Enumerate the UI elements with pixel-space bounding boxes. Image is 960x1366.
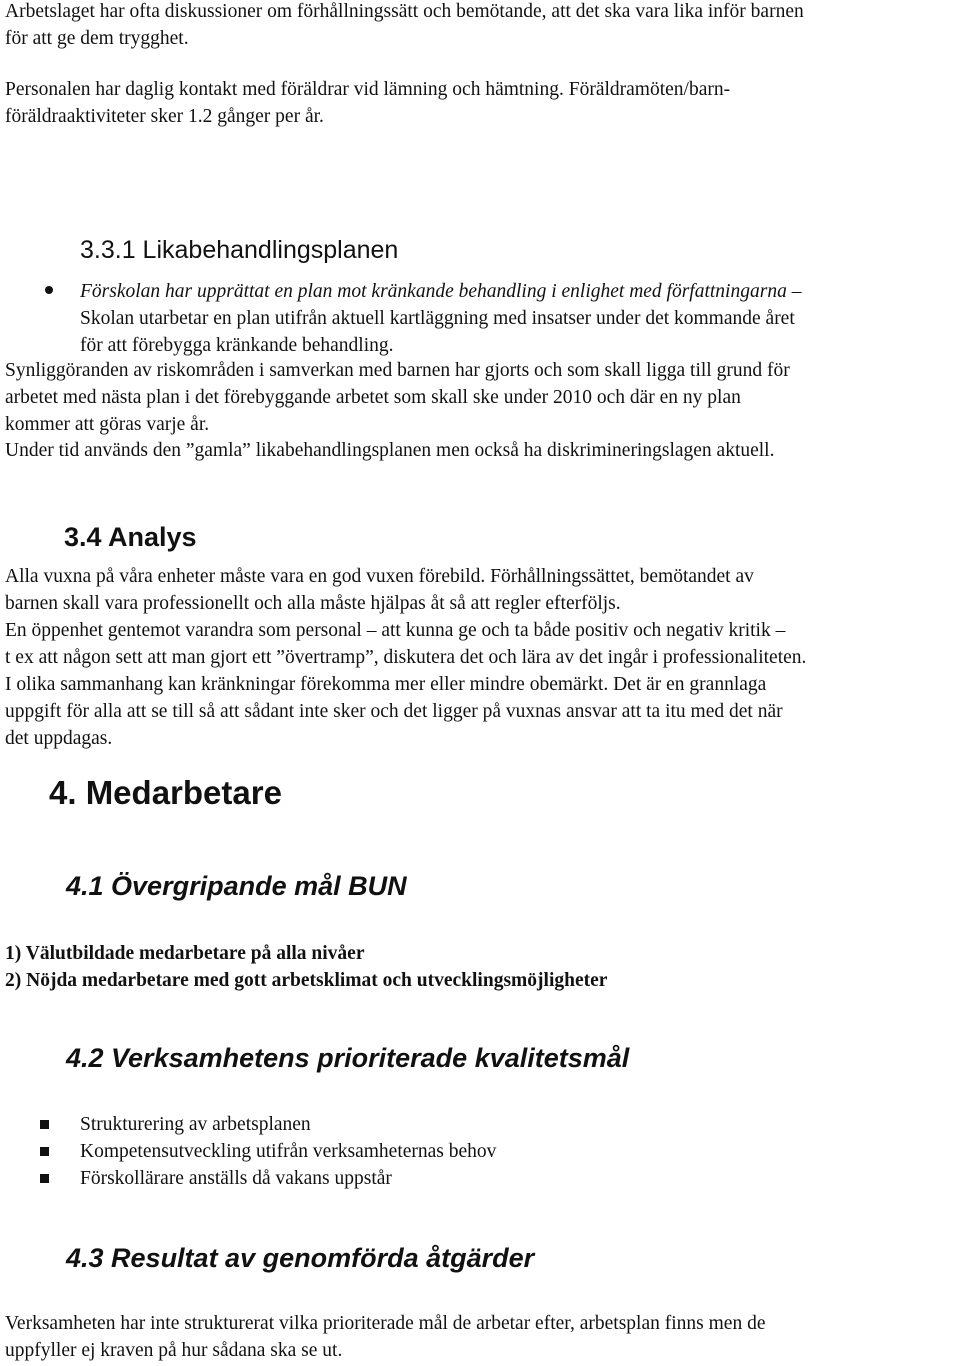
section-heading-4-1: 4.1 Övergripande mål BUN (66, 871, 407, 901)
intro-paragraph-1 (5, 0, 957, 52)
goal-item: 2) Nöjda medarbetare med gott arbetsklimat och utvecklingsmöjligheter (5, 970, 608, 991)
bullet-paragraph (80, 278, 958, 359)
square-bullet-icon (40, 1120, 49, 1129)
text-line: uppgift för alla att se till så att sådant inte sker och det ligger på vuxnas ansvar att ta itu med det när (5, 701, 783, 722)
goal-item: 1) Välutbildade medarbetare på alla nivåer (5, 943, 365, 964)
list-item: Strukturering av arbetsplanen (80, 1114, 311, 1135)
text-line-italic: Förskolan har upprättat en plan mot kränkande behandling i enlighet med författningarna – (80, 281, 802, 302)
section-3-3-1-paragraph-2 (5, 437, 957, 464)
text-line: föräldraaktiviteter sker 1.2 gånger per år. (5, 106, 324, 127)
text-line: Arbetslaget har ofta diskussioner om förhållningssätt och bemötande, att det ska vara lika inför barnen (5, 1, 804, 22)
text-line: Skolan utarbetar en plan utifrån aktuell kartläggning med insatser under det kommande året (80, 308, 795, 329)
section-3-4-paragraph-2 (5, 617, 957, 671)
intro-paragraph-2 (5, 76, 957, 130)
text-line: Verksamheten har inte strukturerat vilka prioriterade mål de arbetar efter, arbetsplan finns men de (5, 1313, 766, 1334)
text-line: Alla vuxna på våra enheter måste vara en god vuxen förebild. Förhållningssättet, bemötandet av (5, 566, 754, 587)
text-line: En öppenhet gentemot varandra som personal – att kunna ge och ta både positiv och negativ kritik – (5, 620, 786, 641)
text-line: barnen skall vara professionellt och alla måste hjälpas åt så att regler efterföljs. (5, 593, 621, 614)
section-heading-3-4: 3.4 Analys (64, 522, 197, 552)
section-heading-4-2: 4.2 Verksamhetens prioriterade kvalitetsmål (66, 1043, 630, 1073)
text-line: arbetet med nästa plan i det förebyggande arbetet som skall ske under 2010 och där en ny plan (5, 387, 741, 408)
section-heading-3-3-1: 3.3.1 Likabehandlingsplanen (80, 236, 399, 264)
text-line: kommer att göras varje år. (5, 414, 210, 435)
text-line: I olika sammanhang kan kränkningar förekomma mer eller mindre obemärkt. Det är en grannlaga (5, 674, 767, 695)
square-bullet-icon (40, 1147, 49, 1156)
text-line: Under tid används den ”gamla” likabehandlingsplanen men också ha diskrimineringslagen aktuell. (5, 440, 775, 461)
section-3-4-paragraph-1 (5, 563, 957, 617)
text-line: för att förebygga kränkande behandling. (80, 335, 394, 356)
list-item: Kompetensutveckling utifrån verksamheternas behov (80, 1141, 497, 1162)
section-heading-4: 4. Medarbetare (49, 774, 282, 811)
text-line: Personalen har daglig kontakt med föräldrar vid lämning och hämtning. Föräldramöten/barn- (5, 79, 731, 100)
section-3-4-paragraph-3 (5, 671, 957, 752)
text-line: det uppdagas. (5, 728, 113, 749)
text-line: t ex att någon sett att man gjort ett ”övertramp”, diskutera det och lära av det ingår i professionaliteten. (5, 647, 807, 668)
section-4-3-paragraph (5, 1310, 957, 1364)
list-item: Förskollärare anställs då vakans uppstår (80, 1168, 392, 1189)
text-line: uppfyller ej kraven på hur sådana ska se ut. (5, 1340, 343, 1361)
bullet-dot-icon (45, 286, 53, 294)
section-3-3-1-paragraph-1 (5, 357, 957, 438)
section-4-1-goals (5, 940, 957, 994)
square-bullet-icon (40, 1174, 49, 1183)
section-heading-4-3: 4.3 Resultat av genomförda åtgärder (66, 1243, 535, 1273)
text-line: Synliggöranden av riskområden i samverkan med barnen har gjorts och som skall ligga till grund för (5, 360, 790, 381)
text-line: för att ge dem trygghet. (5, 28, 189, 49)
